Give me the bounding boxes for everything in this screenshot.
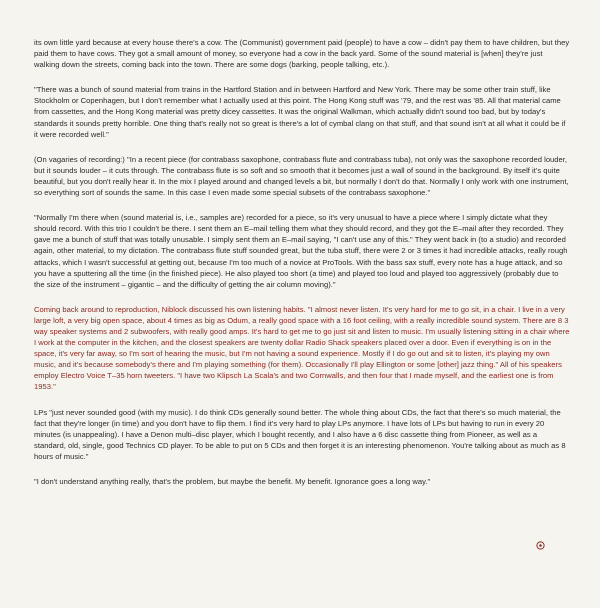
paragraph-train-sound-material: "There was a bunch of sound material from trains in the Hartford Station and in between Hartford and New York. There may be some other train stuff, like Stockholm or Copenhagen, but I don't remember what I actually used at this point. The Hong Kong stuff was '79, and the rest was '85. All that material came from cassettes, and the Hong Kong material was pretty dicey cassettes. It was the original Walkman, which actually didn't sound too bad, but by today's standards it sounds pretty horrible. One thing that's really not so great is there's a lot of cymbal clang on that stuff, and that sound isn't at all what it could be if it were recorded well."	[34, 85, 566, 139]
paragraph-trio-recording: "Normally I'm there when (sound material is, i.e., samples are) recorded for a piece, so it's very unusual to have a piece where I simply dictate what they should record. With this trio I couldn't be there. I sent them an E–mail telling them what they should record, and they got the E–mail after they recorded. They gave me a bunch of stuff that was totally unusable. I simply sent them an E–mail saying, "I can't use any of this." They went back in (to a studio) and recorded again, other material, to my dictation. The contrabass flute stuff sounded great, but the tuba stuff, there were 2 or 3 times it had incredible attacks, really rough attacks, which I wasn't successful at getting out, because I'm too much of a novice at ProTools. With the bass sax stuff, every note has a huge attack, and so you have a sputtering all the time (in the finished piece). He also played too short (a time) and played too loud and played too aggressively (probably due to the size of the instrument – gigantic – and the difficulty of getting the air column moving)."	[34, 213, 568, 289]
paragraph-recording-vagaries: (On vagaries of recording:) "In a recent piece (for contrabass saxophone, contrabass flute and contrabass tuba), not only was the saxophone recorded louder, but it sounds louder – it cuts through. The contrabass flute is so soft and so smooth that it becomes just a wall of sound in the background. By itself it's quite beautiful, but you don't really hear it. In the mix I played around and changed levels a bit, but normally I don't do that. Normally I only work with one instrument, so everything sort of sounds the same. In this case I even made some special subsets of the contrabass saxophone."	[34, 154, 569, 198]
paragraph-lps-and-cds: LPs "just never sounded good (with my music). I do think CDs generally sound better. The whole thing about CDs, the fact that there's so much material, the fact that they're longer (in time) and you don't have to flip them. I find it's very hard to play LPs anymore. I have lots of LPs but having to run in every 20 minutes (is unappealing). I have a Denon multi–disc player, which I bought recently, and I also have a 6 disc cassette thing from Pioneer, as well as a standard, old, single, good Technics CD player. To be able to put on 5 CDs and then forget it is an interesting phenomenon. You're talking about as much as 8 hours of music."	[34, 407, 566, 461]
document-page	[34, 37, 570, 501]
paragraph-closing-quote: "I don't understand anything really, that's the problem, but maybe the benefit. My benefit. Ignorance goes a long way."	[34, 477, 431, 486]
circled-dot-icon	[536, 541, 545, 550]
paragraph-cow-yard: its own little yard because at every house there's a cow. The (Communist) government paid (people) to have a cow – didn't pay them to have children, but they paid them to have cows. They got a small amount of money, so everyone had a cow in the back yard. Some of the sound material is [when] they're just walking down the streets, coming back into the town. There are some dogs (barking, people talking, etc.).	[34, 38, 570, 70]
paragraph-listening-habits: Coming back around to reproduction, Niblock discussed his own listening habits. "I almost never listen. It's very hard for me to go sit, in a chair. I live in a very large loft, a very big open space, about 4 times as big as Odum, a really good space with a 16 foot ceiling, with a really incredible sound system. There are 8 3 way speaker systems and 2 subwoofers, with really good amps. It's hard to get me to go just sit and listen to music. I'm usually listening sitting in a chair where I work at the computer in the kitchen, and the closest speakers are twenty dollar Radio Shack speakers placed over a door. Even if everything is on in the space, it's very far away, so I'm sort of hearing the music, but I'm not having a sound experience. Mostly if I do go out and sit to listen, it's playing my own music, and it's because somebody's there and I'm playing something (for them). Occasionally I'll play Ellington or some [other] jazz thing." All of his speakers employ Electro Voice T–35 horn tweeters. "I have two Klipsch La Scala's and two Cornwalls, and then four that I made myself, and the earliest one is from 1953."	[34, 304, 570, 392]
